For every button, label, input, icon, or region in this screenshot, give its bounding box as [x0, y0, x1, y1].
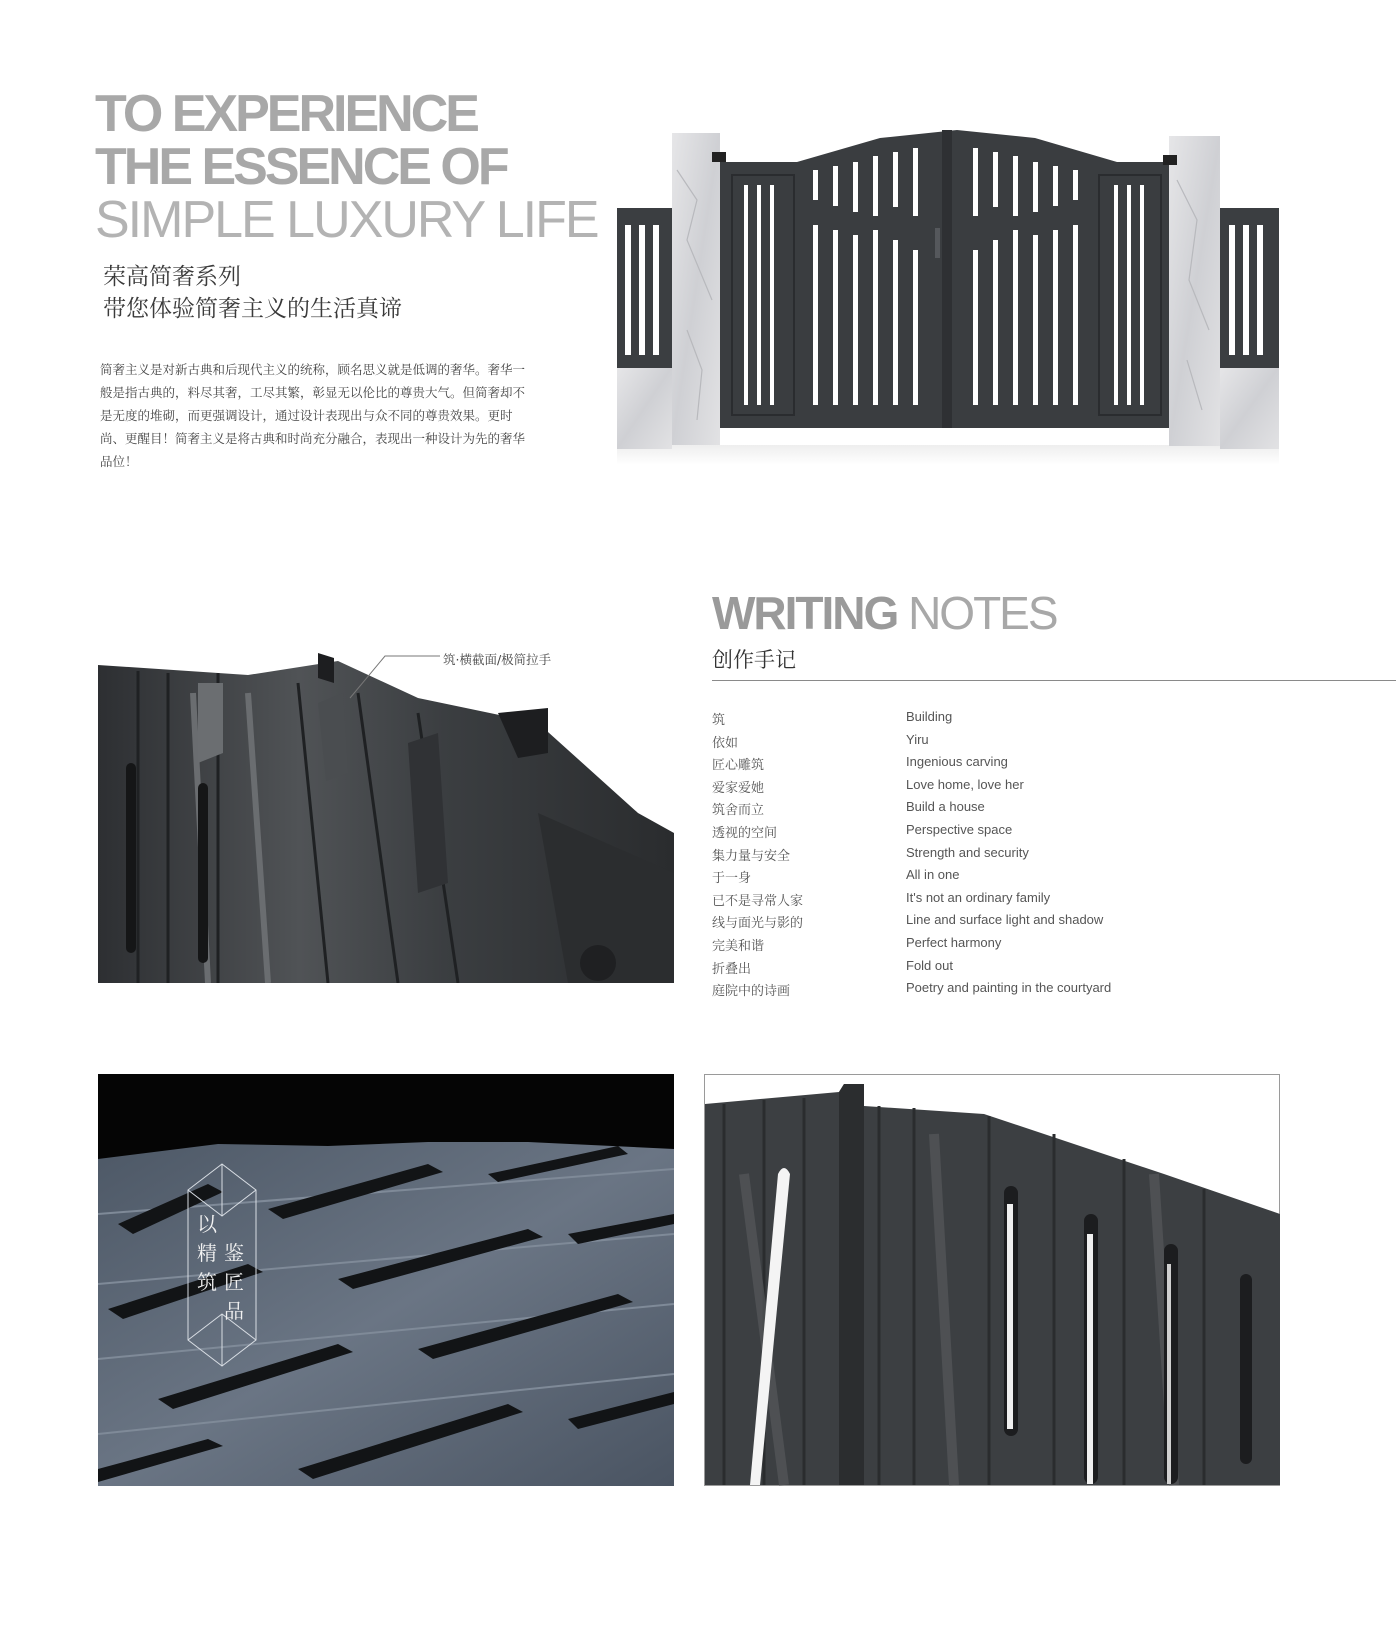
gate-product-image: [617, 130, 1279, 465]
note-en: All in one: [906, 867, 960, 883]
note-row: [712, 754, 1362, 777]
writing-notes-divider: [712, 680, 1396, 681]
note-row: [712, 845, 1362, 868]
hero-line-3: SIMPLE LUXURY LIFE: [95, 191, 598, 249]
note-cn: 集力量与安全: [712, 848, 791, 864]
badge-char-5: 匠: [224, 1270, 244, 1294]
badge-char-2: 精: [197, 1241, 217, 1265]
note-en: Line and surface light and shadow: [906, 912, 1104, 928]
badge-char-4: 鉴: [224, 1241, 244, 1265]
cross-section-image: [98, 653, 674, 983]
note-en: Build a house: [906, 799, 985, 815]
writing-notes-title: [712, 587, 1057, 639]
note-en: Perspective space: [906, 821, 1013, 837]
note-cn: 折叠出: [712, 961, 752, 977]
hero-line-1: TO EXPERIENCE: [95, 85, 477, 143]
note-cn: 筑: [712, 713, 726, 728]
note-row: [712, 799, 1362, 822]
note-row: [712, 867, 1362, 890]
note-row: [712, 890, 1362, 913]
writing-notes-subtitle: 创作手记: [712, 648, 796, 672]
note-cn: 爱家爱她: [712, 780, 765, 796]
callout-leader-line: [340, 648, 450, 700]
note-cn: 线与面光与影的: [712, 916, 804, 932]
note-row: [712, 777, 1362, 800]
cross-section-callout: 筑·横截面/极简拉手: [443, 652, 552, 667]
note-cn: 于一身: [712, 871, 752, 887]
note-row: [712, 709, 1362, 732]
note-en: Perfect harmony: [906, 934, 1002, 950]
hero-line-2: THE ESSENCE OF: [95, 138, 507, 196]
note-cn: 已不是寻常人家: [712, 893, 804, 909]
note-row: [712, 732, 1362, 755]
note-cn: 筑舍而立: [712, 803, 765, 819]
writing-notes-title-bold: WRITING: [712, 587, 898, 639]
note-row: [712, 822, 1362, 845]
intro-paragraph: 简奢主义是对新古典和后现代主义的统称，顾名思义就是低调的奢华。奢华一般是指古典的，料尽其奢，工尽其繁，彰显无以伦比的尊贵大气。但简奢却不是无度的堆砌，而更强调设计，通过设计表现出与众不同的尊贵效果。更时尚、更醒目！简奢主义是将古典和时尚充分融合，表现出一种设计为先的奢华品位！: [100, 362, 526, 469]
gate-detail-image: [704, 1074, 1280, 1486]
note-en: Fold out: [906, 957, 953, 973]
hero-cn-subtitle: 带您体验简奢主义的生活真谛: [103, 296, 402, 322]
badge-char-1: 以: [197, 1212, 217, 1236]
note-cn: 完美和谐: [712, 938, 765, 954]
note-cn: 庭院中的诗画: [712, 984, 791, 1000]
writing-notes-title-light: NOTES: [897, 587, 1057, 639]
blue-panel-image: [98, 1074, 674, 1486]
badge-char-3: 筑: [197, 1270, 217, 1294]
note-en: Strength and security: [906, 844, 1029, 860]
note-en: It's not an ordinary family: [906, 889, 1051, 905]
note-en: Love home, love her: [906, 776, 1024, 792]
note-row: [712, 958, 1362, 981]
writing-notes-list: [712, 709, 1362, 1003]
note-en: Building: [906, 709, 953, 724]
note-row: [712, 935, 1362, 958]
note-en: Yiru: [906, 731, 929, 747]
badge-char-6: 品: [224, 1299, 244, 1323]
note-cn: 匠心雕筑: [712, 758, 765, 774]
note-cn: 依如: [712, 735, 739, 751]
note-cn: 透视的空间: [712, 825, 778, 841]
note-row: [712, 980, 1362, 1003]
note-row: [712, 912, 1362, 935]
note-en: Poetry and painting in the courtyard: [906, 980, 1112, 996]
hero-cn-title: 荣高简奢系列: [103, 264, 241, 290]
note-en: Ingenious carving: [906, 754, 1008, 770]
